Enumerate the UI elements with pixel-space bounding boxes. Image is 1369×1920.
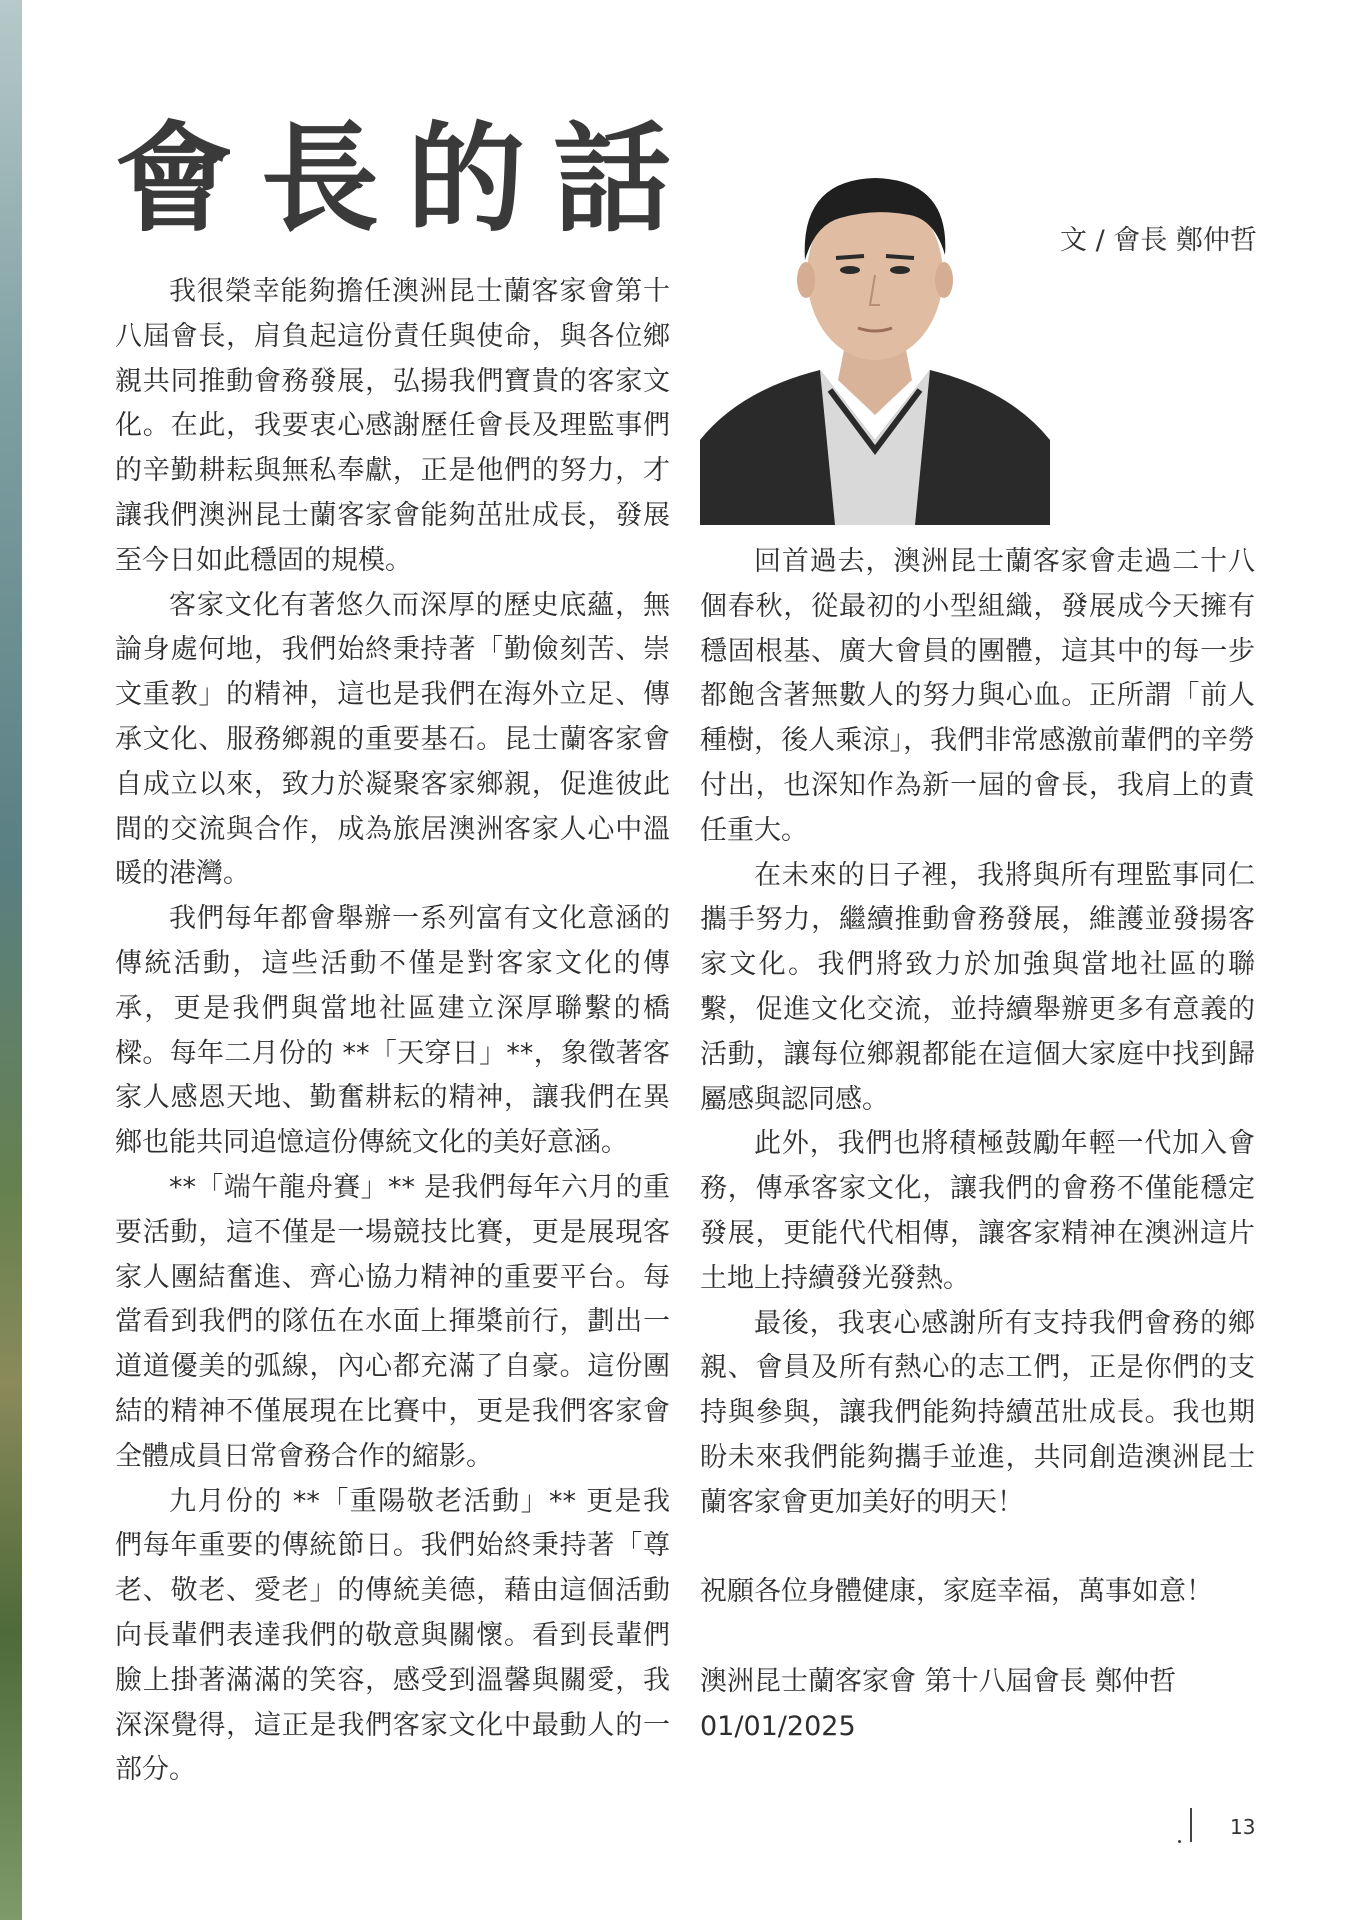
closing-wish: 祝願各位身體健康，家庭幸福，萬事如意！ [700,1576,1213,1608]
paragraph: 在未來的日子裡，我將與所有理監事同仁攜手努力，繼續推動會務發展，維護並發揚客家文化。我們將致力於加強與當地社區的聯繫，促進文化交流，並持續舉辦更多有意義的活動，讓每位鄉親都能在這個大家庭中找到歸屬感與認同感。 [700,859,1255,1115]
paragraph: **「端午龍舟賽」** 是我們每年六月的重要活動，這不僅是一場競技比賽，更是展現客家人團結奮進、齊心協力精神的重要平台。每當看到我們的隊伍在水面上揮槳前行，劃出一道道優美的弧線，內心都充滿了自豪。這份團結的精神不僅展現在比賽中，更是我們客家會全體成員日常會務合作的縮影。 [115,1171,670,1472]
author-byline: 文 / 會長 鄭仲哲 [1060,225,1257,256]
paragraph: 客家文化有著悠久而深厚的歷史底蘊，無論身處何地，我們始終秉持著「勤儉刻苦、崇文重教」的精神，這也是我們在海外立足、傳承文化、服務鄉親的重要基石。昆士蘭客家會自成立以來，致力於凝聚客家鄉親，促進彼此間的交流與合作，成為旅居澳洲客家人心中溫暖的港灣。 [115,589,670,890]
footer-divider [1190,1808,1192,1842]
signature-date: 01/01/2025 [700,1710,856,1742]
page-edge-image-strip [0,0,22,1920]
portrait-photo [700,140,1050,525]
page-title: 會長的話 [115,109,700,248]
page-number: 13 [1230,1815,1256,1839]
spacer [700,1615,1255,1660]
signature: 澳洲昆士蘭客家會 第十八屆會長 鄭仲哲 [700,1665,1177,1697]
paragraph: 回首過去，澳洲昆士蘭客家會走過二十八個春秋，從最初的小型組織，發展成今天擁有穩固根基、廣大會員的團體，這其中的每一步都飽含著無數人的努力與心血。正所謂「前人種樹，後人乘涼」，我們非常感激前輩們的辛勞付出，也深知作為新一屆的會長，我肩上的責任重大。 [700,546,1255,846]
footer-dot [1178,1840,1181,1843]
right-column [700,540,1255,1750]
paragraph: 此外，我們也將積極鼓勵年輕一代加入會務，傳承客家文化，讓我們的會務不僅能穩定發展，更能代代相傳，讓客家精神在澳洲這片土地上持續發光發熱。 [700,1128,1255,1294]
paragraph: 最後，我衷心感謝所有支持我們會務的鄉親、會員及所有熱心的志工們，正是你們的支持與參與，讓我們能夠持續茁壯成長。我也期盼未來我們能夠攜手並進，共同創造澳洲昆士蘭客家會更加美好的明天！ [700,1307,1255,1518]
left-column [115,270,670,1793]
paragraph: 我們每年都會舉辦一系列富有文化意涵的傳統活動，這些活動不僅是對客家文化的傳承，更是我們與當地社區建立深厚聯繫的橋樑。每年二月份的 **「天穿日」**，象徵著客家人感恩天地、勤奮耕耘的精神，讓我們在異鄉也能共同追憶這份傳統文化的美好意涵。 [115,903,670,1159]
spacer [700,1526,1255,1571]
paragraph: 九月份的 **「重陽敬老活動」** 更是我們每年重要的傳統節日。我們始終秉持著「尊老、敬老、愛老」的傳統美德，藉由這個活動向長輩們表達我們的敬意與關懷。看到長輩們臉上掛著滿滿的笑容，感受到溫馨與關愛，我深深覺得，這正是我們客家文化中最動人的一部分。 [115,1485,670,1786]
paragraph: 我很榮幸能夠擔任澳洲昆士蘭客家會第十八屆會長，肩負起這份責任與使命，與各位鄉親共同推動會務發展，弘揚我們寶貴的客家文化。在此，我要衷心感謝歷任會長及理監事們的辛勤耕耘與無私奉獻，正是他們的努力，才讓我們澳洲昆士蘭客家會能夠茁壯成長，發展至今日如此穩固的規模。 [115,276,670,576]
